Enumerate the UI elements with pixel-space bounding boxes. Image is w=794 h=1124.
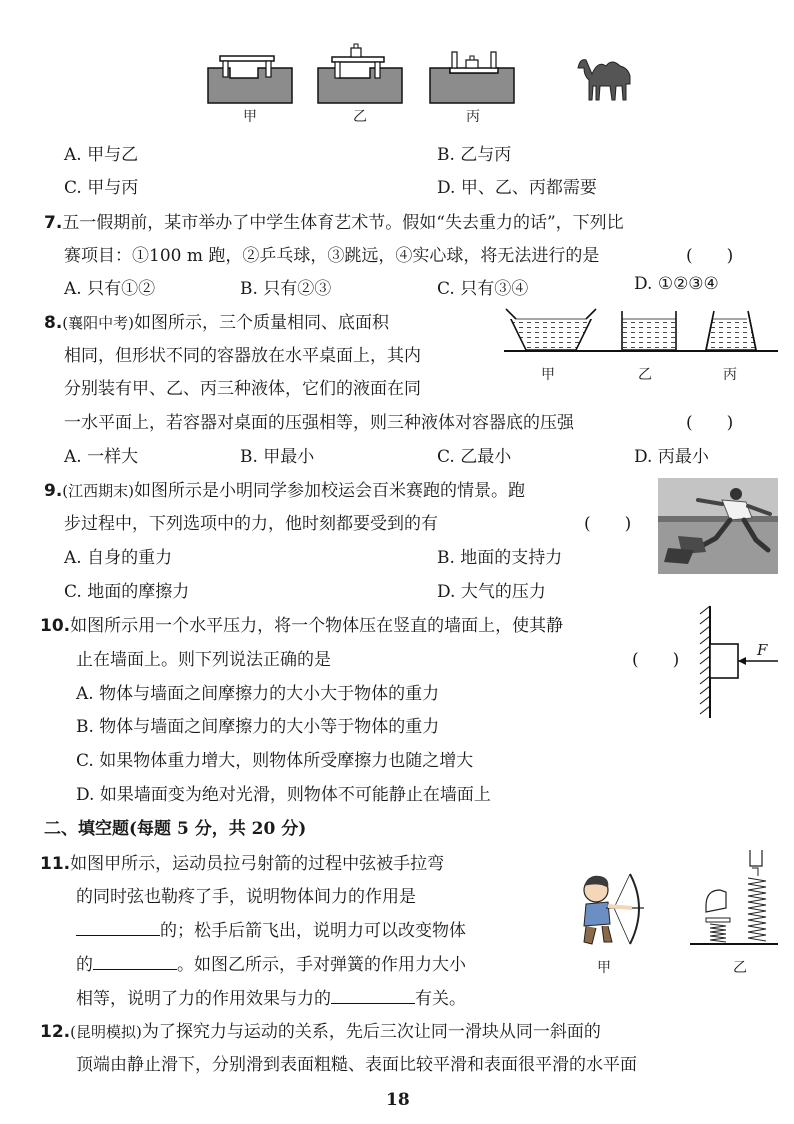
q11-line5 [76,984,466,1009]
q8-line3: 分别装有甲、乙、丙三种液体，它们的液面在同 [64,379,421,399]
figure-yi [318,44,402,103]
q8-source-tag: (襄阳中考) [62,314,135,332]
q11-text-5a: 相等，说明了力的作用效果与力的 [76,989,331,1009]
q8-option-a: A. 一样大 [64,447,139,467]
q10-line2: 止在墙面上。则下列说法正确的是 [76,650,331,670]
q7-number: 7. [44,213,63,233]
section2-note: (每题 5 分，共 20 分) [129,819,307,839]
q10-number: 10. [40,616,71,636]
q7-option-c: C. 只有③④ [437,279,529,299]
q9-sprinter-photo [658,478,778,574]
q9-text-1: 如图所示是小明同学参加校运会百米赛跑的情景。跑 [134,481,526,501]
q7-answer-paren: ( ) [686,246,734,266]
q11-spring-figure [686,846,782,952]
q9-option-a: A. 自身的重力 [64,548,173,568]
section2-title: 二、填空题 [44,819,129,839]
q7-option-d: D. ①②③④ [634,274,719,294]
q8-number: 8. [44,313,63,333]
q11-caption-yi: 乙 [733,960,747,976]
q8-line2: 相同，但形状不同的容器放在水平桌面上，其内 [64,346,421,366]
q6-option-b: B. 乙与丙 [437,145,512,165]
q8-option-b: B. 甲最小 [240,447,315,467]
top-figure [200,40,650,126]
q7-line1 [44,208,624,233]
q11-text-4a: 的 [76,955,93,975]
figure-jia [208,56,292,103]
q10-option-a: A. 物体与墙面之间摩擦力的大小大于物体的重力 [76,684,440,704]
q8-text-1: 如图所示，三个质量相同、底面积 [134,313,390,333]
q11-archer-figure [570,868,650,952]
q9-answer-paren: ( ) [584,514,632,534]
q11-line3 [76,916,466,941]
q10-option-c: C. 如果物体重力增大，则物体所受摩擦力也随之增大 [76,751,474,771]
section2-heading [44,814,306,839]
q10-force-label: F [757,641,768,659]
q11-text-1: 如图甲所示，运动员拉弓射箭的过程中弦被手拉弯 [70,854,445,874]
q11-line4 [76,950,466,975]
q10-option-d: D. 如果墙面变为绝对光滑，则物体不可能静止在墙面上 [76,785,491,805]
q11-text-5b: 有关。 [415,989,466,1009]
q9-option-b: B. 地面的支持力 [437,548,563,568]
q8-containers-figure [502,305,780,365]
top-figure-caption-yi: 乙 [353,109,367,125]
q11-line2: 的同时弦也勒疼了手，说明物体间力的作用是 [76,887,416,907]
q10-option-b: B. 物体与墙面之间摩擦力的大小等于物体的重力 [76,717,440,737]
q7-option-a: A. 只有①② [64,279,156,299]
q10-wall-figure [698,604,782,720]
q10-text-1: 如图所示用一个水平压力，将一个物体压在竖直的墙面上，使其静 [70,616,564,636]
q11-text-4b: 。如图乙所示，手对弹簧的作用力大小 [177,955,466,975]
camel-image [578,60,630,100]
q8-caption-bing: 丙 [723,367,737,383]
q7-text-1: 五一假期前，某市举办了中学生体育艺术节。假如“失去重力的话”，下列比 [62,213,624,233]
q12-source-tag: (昆明模拟) [70,1023,142,1041]
q12-number: 12. [40,1022,71,1042]
q9-option-c: C. 地面的摩擦力 [64,582,190,602]
q11-blank-2[interactable] [93,955,177,970]
top-figure-caption-jia: 甲 [243,109,257,125]
q6-option-c: C. 甲与丙 [64,178,139,198]
q10-answer-paren: ( ) [632,650,680,670]
q6-option-d: D. 甲、乙、丙都需要 [437,178,597,198]
q8-caption-yi: 乙 [638,367,652,383]
q8-line1 [44,308,389,333]
q8-option-d: D. 丙最小 [634,447,709,467]
q9-number: 9. [44,481,63,501]
q9-option-d: D. 大气的压力 [437,582,546,602]
q8-option-c: C. 乙最小 [437,447,512,467]
figure-bing [430,52,514,103]
q12-text-1: 为了探究力与运动的关系，先后三次让同一滑块从同一斜面的 [141,1022,601,1042]
page-number: 18 [386,1090,410,1110]
q12-line1 [40,1017,601,1042]
q7-option-b: B. 只有②③ [240,279,332,299]
q8-line4: 一水平面上，若容器对桌面的压强相等，则三种液体对容器底的压强 [64,413,574,433]
q11-blank-3[interactable] [331,989,415,1004]
q8-answer-paren: ( ) [686,413,734,433]
q9-line1 [44,476,525,501]
q6-option-a: A. 甲与乙 [64,145,139,165]
q11-text-3: 的；松手后箭飞出，说明力可以改变物体 [160,921,466,941]
q11-blank-1[interactable] [76,921,160,936]
q11-caption-jia: 甲 [597,960,611,976]
q10-line1 [40,611,563,636]
q9-line2: 步过程中，下列选项中的力，他时刻都要受到的有 [64,514,438,534]
q11-line1 [40,849,444,874]
q11-number: 11. [40,854,71,874]
top-figure-caption-bing: 丙 [466,109,480,125]
q12-line2: 顶端由静止滑下，分别滑到表面粗糙、表面比较平滑和表面很平滑的水平面 [76,1055,637,1075]
q9-source-tag: (江西期末) [62,482,135,500]
q8-caption-jia: 甲 [541,367,555,383]
q7-line2: 赛项目：①100 m 跑，②乒乓球，③跳远，④实心球，将无法进行的是 [64,246,600,266]
